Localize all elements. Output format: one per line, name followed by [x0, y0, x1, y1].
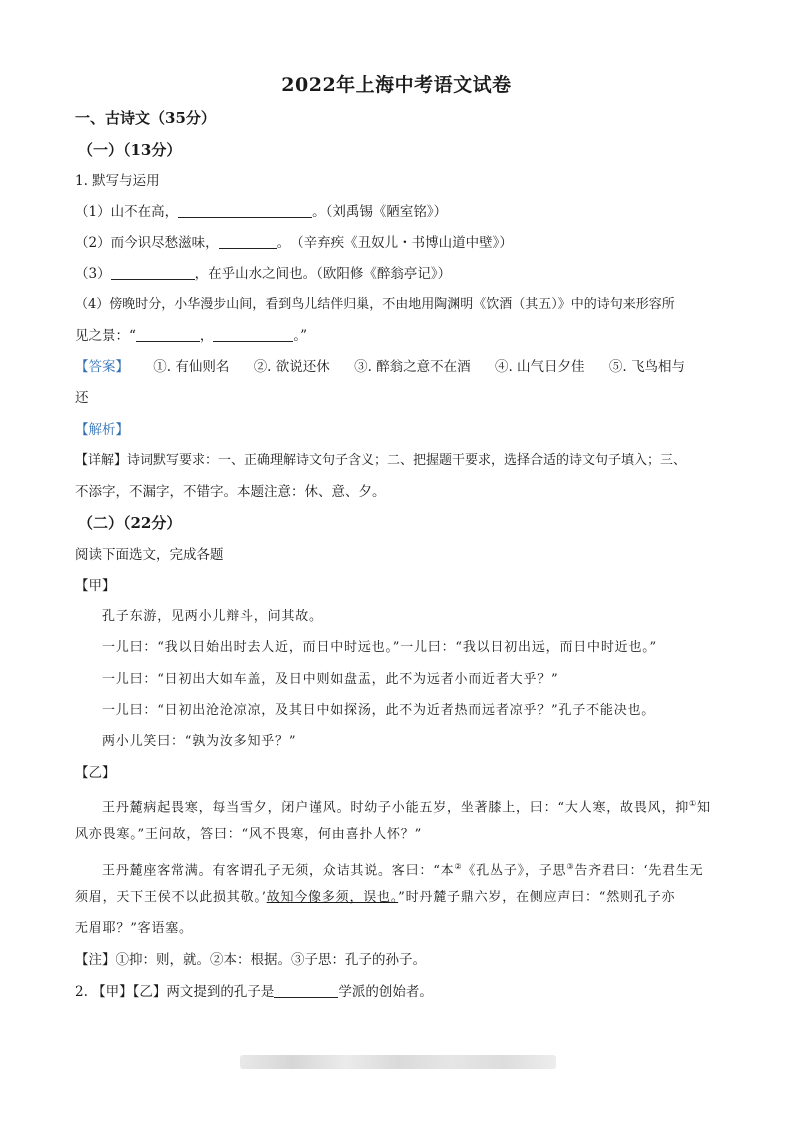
passage-yi-line-4 [75, 888, 675, 908]
answer-continuation: 还 [75, 390, 89, 406]
question-1-item-4-cont [75, 326, 307, 346]
answer-item: ④. 山气日夕佳 [494, 359, 585, 375]
item-text: ，在乎山水之间也。（欧阳修《醉翁亭记》） [194, 266, 452, 282]
question-1-item-2 [75, 233, 513, 253]
passage-jia-line-1: 孔子东游，见两小儿辩斗，问其故。 [102, 609, 323, 624]
answer-item: ②. 欲说还休 [253, 359, 330, 375]
item-text: 。 （辛弃疾《丑奴儿・书博山道中壁》） [276, 235, 513, 251]
passage-text: 告齐君曰：‘先君生无 [574, 863, 704, 879]
passage-yi-line-2: 风亦畏寒。”王问故，答曰：“风不畏寒，何由喜扑人怀？” [75, 827, 423, 842]
item-text: （3） [75, 266, 111, 282]
part-heading-1: （一）（13分） [78, 141, 182, 159]
passage-text: 知 [697, 800, 711, 816]
footnote-marker: ① [689, 799, 698, 808]
passage-text: 《孔丛子》，子思 [462, 863, 567, 879]
passage-text: 王丹麓座客常满。有客谓孔子无须，众诘其说。客曰：“本 [102, 863, 455, 879]
item-text: ， [199, 328, 214, 344]
passage-yi-line-3 [102, 857, 703, 881]
passage-jia-line-4: 一儿曰：“日初出沧沧凉凉，及其日中如探汤，此不为近者热而远者凉乎？”孔子不能决也。 [102, 703, 656, 718]
answer-blank [178, 203, 312, 218]
question-2 [75, 982, 433, 1002]
reading-instruction: 阅读下面选文，完成各题 [75, 547, 224, 563]
detail-line-1: 【详解】诗词默写要求：一、正确理解诗文句子含义；二、把握题干要求，选择合适的诗文句子填入；三、 [75, 453, 687, 468]
item-text: 。” [293, 328, 308, 344]
question-1-heading: 1. 默写与运用 [75, 173, 160, 189]
footnote: 【注】①抑：则，就。②本：根据。③子思：孔子的孙子。 [75, 952, 426, 968]
underlined-sentence: 故知今像多须，误也。 [266, 890, 399, 905]
passage-text: 须眉，天下王侯不以此损其敬。’ [75, 890, 267, 905]
analysis-label: 【解析】 [75, 422, 129, 438]
footnote-marker: ② [454, 862, 463, 871]
section-heading-classical: 一、古诗文（35分） [75, 109, 216, 127]
answer-row [75, 357, 685, 377]
item-text: （1）山不在高， [75, 204, 179, 220]
passage-yi-line-1 [102, 794, 711, 818]
question-text: 2. 【甲】【乙】两文提到的孔子是 [75, 984, 275, 1000]
question-1-item-1 [75, 202, 447, 222]
part-heading-2: （二）（22分） [78, 514, 182, 532]
detail-line-2: 不添字，不漏字，不错字。本题注意：休、意、夕。 [75, 484, 386, 500]
blurred-watermark [240, 1055, 556, 1069]
answer-blank [136, 327, 200, 342]
page-title: 2022年上海中考语文试卷 [281, 74, 512, 96]
answer-label: 【答案】 [75, 359, 129, 375]
footnote-marker: ③ [566, 862, 575, 871]
answer-blank [213, 327, 293, 342]
answer-item: ①. 有仙则名 [153, 359, 230, 375]
passage-jia-label: 【甲】 [75, 578, 116, 594]
item-text: 见之景：“ [75, 328, 136, 344]
answer-blank [219, 234, 277, 249]
answer-item: ⑤. 飞鸟相与 [608, 359, 685, 375]
question-1-item-3 [75, 264, 451, 284]
answer-blank [274, 983, 338, 998]
question-1-item-4: （4）傍晚时分，小华漫步山间，看到鸟儿结伴归巢，不由地用陶渊明《饮酒（其五）》中的诗句来形容所 [75, 297, 675, 312]
passage-text: 王丹麓病起畏寒，每当雪夕，闭户谨风。时幼子小能五岁，坐著膝上，曰：“大人寒，故畏风，抑 [102, 800, 690, 816]
item-text: 。（刘禹锡《陋室铭》） [312, 204, 448, 220]
question-text: 学派的创始者。 [338, 984, 433, 1000]
passage-jia-line-2: 一儿曰：“我以日始出时去人近，而日中时远也。”一儿曰：“我以日初出远，而日中时近也。” [102, 640, 657, 655]
answer-blank [111, 265, 195, 280]
passage-jia-line-3: 一儿曰：“日初出大如车盖，及日中则如盘盂，此不为远者小而近者大乎？” [102, 672, 559, 687]
passage-yi-label: 【乙】 [75, 765, 116, 781]
item-text: （2）而今识尽愁滋味， [75, 235, 219, 251]
passage-text: ”时丹麓子鼎六岁，在侧应声曰：“然则孔子亦 [398, 890, 676, 905]
passage-jia-line-5: 两小儿笑曰：“孰为汝多知乎？” [102, 734, 297, 749]
answer-item: ③. 醉翁之意不在酒 [354, 359, 471, 375]
passage-yi-line-5: 无眉耶？”客语塞。 [75, 921, 193, 936]
